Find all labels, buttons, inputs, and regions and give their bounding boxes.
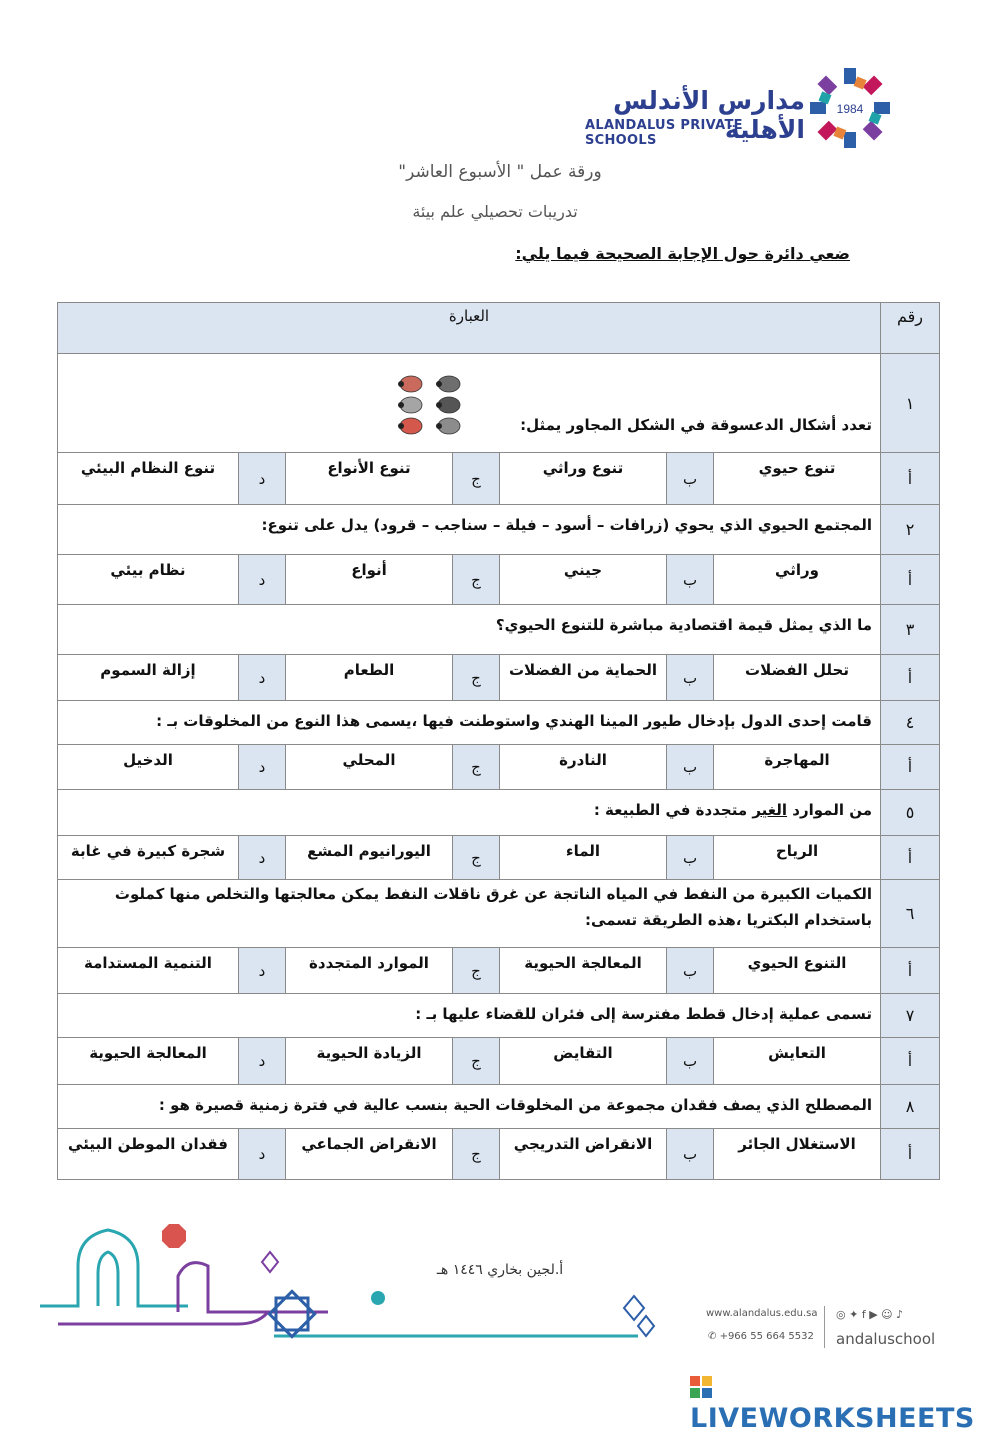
option-letter-b: ب (667, 948, 714, 994)
option-letter-d: د (239, 836, 286, 880)
option-letter-a: أ (881, 555, 940, 605)
option-b[interactable]: المعالجة الحيوية (500, 948, 667, 994)
option-d[interactable]: نظام بيئي (57, 555, 238, 605)
option-c[interactable]: الطعام (286, 655, 453, 701)
question-row (57, 1085, 939, 1129)
option-a[interactable]: التنوع الحيوي (714, 948, 881, 994)
youtube-icon[interactable]: ▶ (869, 1308, 878, 1321)
option-letter-c: ج (453, 745, 500, 790)
option-b[interactable]: النادرة (500, 745, 667, 790)
question-text-end: متجددة في الطبيعة : (593, 801, 753, 819)
teacher-name: أ.لجين بخاري ١٤٤٦ هـ (436, 1262, 564, 1278)
instruction-text: ضعي دائرة حول الإجابة الصحيحة فيما يلي: (515, 244, 850, 263)
option-d[interactable]: إزالة السموم (57, 655, 238, 701)
option-letter-a: أ (881, 745, 940, 790)
website-text[interactable]: www.alandalus.edu.sa (706, 1308, 818, 1319)
option-letter-a: أ (881, 1129, 940, 1180)
option-d[interactable]: تنوع النظام البيئي (57, 453, 238, 505)
worksheet-title: ورقة عمل " الأسبوع العاشر" (398, 162, 602, 182)
option-letter-c: ج (453, 655, 500, 701)
instagram-icon[interactable]: ◎ (836, 1308, 846, 1321)
option-letter-c: ج (453, 555, 500, 605)
option-letter-b: ب (667, 453, 714, 505)
option-a[interactable]: الاستغلال الجائر (714, 1129, 881, 1180)
option-c[interactable]: تنوع الأنواع (286, 453, 453, 505)
twitter-icon[interactable]: ✦ (849, 1308, 859, 1321)
option-b[interactable]: الماء (500, 836, 667, 880)
question-number: ٦ (881, 880, 940, 948)
options-row (57, 745, 939, 790)
phone-number-text: +966 55 664 5532 (719, 1331, 814, 1342)
watermark-text: LIVEWORKSHEETS (690, 1403, 975, 1434)
footer-divider (824, 1306, 825, 1348)
phone-number[interactable] (708, 1331, 814, 1342)
question-text: المجتمع الحيوي الذي يحوي (زرافات – أسود – فيلة – سناجب – قرود) يدل على تنوع: (57, 505, 880, 555)
option-letter-d: د (239, 655, 286, 701)
option-letter-a: أ (881, 836, 940, 880)
option-letter-b: ب (667, 745, 714, 790)
worksheet-subtitle: تدريبات تحصيلي علم بيئة (412, 202, 578, 221)
options-row (57, 836, 939, 880)
option-letter-c: ج (453, 1129, 500, 1180)
question-text (57, 790, 880, 836)
question-text-start: من الموارد (787, 801, 872, 819)
question-text (57, 354, 880, 453)
option-d[interactable]: التنمية المستدامة (57, 948, 238, 994)
option-letter-d: د (239, 1129, 286, 1180)
options-row (57, 555, 939, 605)
school-name-english: ALANDALUS PRIVATE SCHOOLS (585, 118, 743, 148)
option-letter-d: د (239, 453, 286, 505)
option-d[interactable]: فقدان الموطن البيئي (57, 1129, 238, 1180)
question-text: الكميات الكبيرة من النفط في المياه الناتجة عن غرق ناقلات النفط يمكن معالجتها والتخلص منها كملوث باستخدام البكتريا ،هذه الطريقة تسمى: (57, 880, 880, 948)
question-row (57, 354, 939, 453)
option-letter-d: د (239, 555, 286, 605)
options-row (57, 655, 939, 701)
liveworksheets-logo-icon (690, 1376, 712, 1398)
social-handle: andaluschool (836, 1330, 936, 1348)
question-row (57, 790, 939, 836)
option-a[interactable]: التعايش (714, 1038, 881, 1085)
question-row (57, 994, 939, 1038)
question-number: ٧ (881, 994, 940, 1038)
question-number: ٤ (881, 701, 940, 745)
question-text: المصطلح الذي يصف فقدان مجموعة من المخلوقات الحية بنسب عالية في فترة زمنية قصيرة هو : (57, 1085, 880, 1129)
option-letter-a: أ (881, 948, 940, 994)
question-number: ٢ (881, 505, 940, 555)
emblem-year: 1984 (836, 102, 864, 116)
option-c[interactable]: الانقراض الجماعي (286, 1129, 453, 1180)
question-text: تسمى عملية إدخال قطط مفترسة إلى فئران للقضاء عليها بـ : (57, 994, 880, 1038)
option-letter-c: ج (453, 453, 500, 505)
option-letter-b: ب (667, 1129, 714, 1180)
option-letter-a: أ (881, 1038, 940, 1085)
footer-decoration (38, 1216, 678, 1356)
question-number: ٥ (881, 790, 940, 836)
option-b[interactable]: تنوع وراثي (500, 453, 667, 505)
option-d[interactable]: المعالجة الحيوية (57, 1038, 238, 1085)
options-row (57, 948, 939, 994)
option-b[interactable]: جيني (500, 555, 667, 605)
option-letter-d: د (239, 745, 286, 790)
question-text-content: تعدد أشكال الدعسوقة في الشكل المجاور يمثل: (520, 415, 872, 434)
question-text: قامت إحدى الدول بإدخال طيور المينا الهندي واستوطنت فيها ،يسمى هذا النوع من المخلوقات بـ : (57, 701, 880, 745)
whatsapp-icon: ✆ (708, 1331, 720, 1342)
snapchat-icon[interactable]: ☺ (881, 1308, 893, 1321)
option-letter-c: ج (453, 1038, 500, 1085)
option-letter-b: ب (667, 1038, 714, 1085)
header-statement: العبارة (57, 303, 880, 354)
option-a[interactable]: الرياح (714, 836, 881, 880)
option-c[interactable]: الزيادة الحيوية (286, 1038, 453, 1085)
options-row (57, 453, 939, 505)
option-c[interactable]: أنواع (286, 555, 453, 605)
option-b[interactable]: الحماية من الفضلات (500, 655, 667, 701)
option-b[interactable]: الانقراض التدريجي (500, 1129, 667, 1180)
question-text: ما الذي يمثل قيمة اقتصادية مباشرة للتنوع الحيوي؟ (57, 605, 880, 655)
option-letter-b: ب (667, 655, 714, 701)
social-icons (836, 1308, 903, 1321)
question-row (57, 701, 939, 745)
question-number: ١ (881, 354, 940, 453)
option-d[interactable]: شجرة كبيرة في غابة (57, 836, 238, 880)
school-name-arabic: مدارس الأندلس الأهلية (613, 86, 805, 144)
question-row (57, 880, 939, 948)
option-a[interactable]: تنوع حيوي (714, 453, 881, 505)
question-number: ٣ (881, 605, 940, 655)
option-a[interactable]: المهاجرة (714, 745, 881, 790)
option-d[interactable]: الدخيل (57, 745, 238, 790)
options-row (57, 1038, 939, 1085)
liveworksheets-watermark (690, 1372, 990, 1434)
option-b[interactable]: التقايض (500, 1038, 667, 1085)
option-a[interactable]: تحلل الفضلات (714, 655, 881, 701)
question-number: ٨ (881, 1085, 940, 1129)
option-letter-b: ب (667, 555, 714, 605)
school-emblem-icon (808, 66, 892, 150)
option-letter-a: أ (881, 453, 940, 505)
questions-table (58, 302, 940, 1180)
question-text-underlined: الغير (752, 801, 788, 819)
option-c[interactable]: المحلي (286, 745, 453, 790)
facebook-icon[interactable]: f (861, 1308, 866, 1321)
option-c[interactable]: الموارد المتجددة (286, 948, 453, 994)
option-letter-a: أ (881, 655, 940, 701)
question-row (57, 605, 939, 655)
option-a[interactable]: وراثي (714, 555, 881, 605)
option-letter-c: ج (453, 836, 500, 880)
option-letter-d: د (239, 948, 286, 994)
question-row (57, 505, 939, 555)
option-c[interactable]: اليورانيوم المشع (286, 836, 453, 880)
ladybugs-image (391, 372, 475, 438)
option-letter-d: د (239, 1038, 286, 1085)
option-letter-b: ب (667, 836, 714, 880)
tiktok-icon[interactable]: ♪ (896, 1308, 904, 1321)
options-row (57, 1129, 939, 1180)
option-letter-c: ج (453, 948, 500, 994)
header-number: رقم (881, 303, 940, 354)
